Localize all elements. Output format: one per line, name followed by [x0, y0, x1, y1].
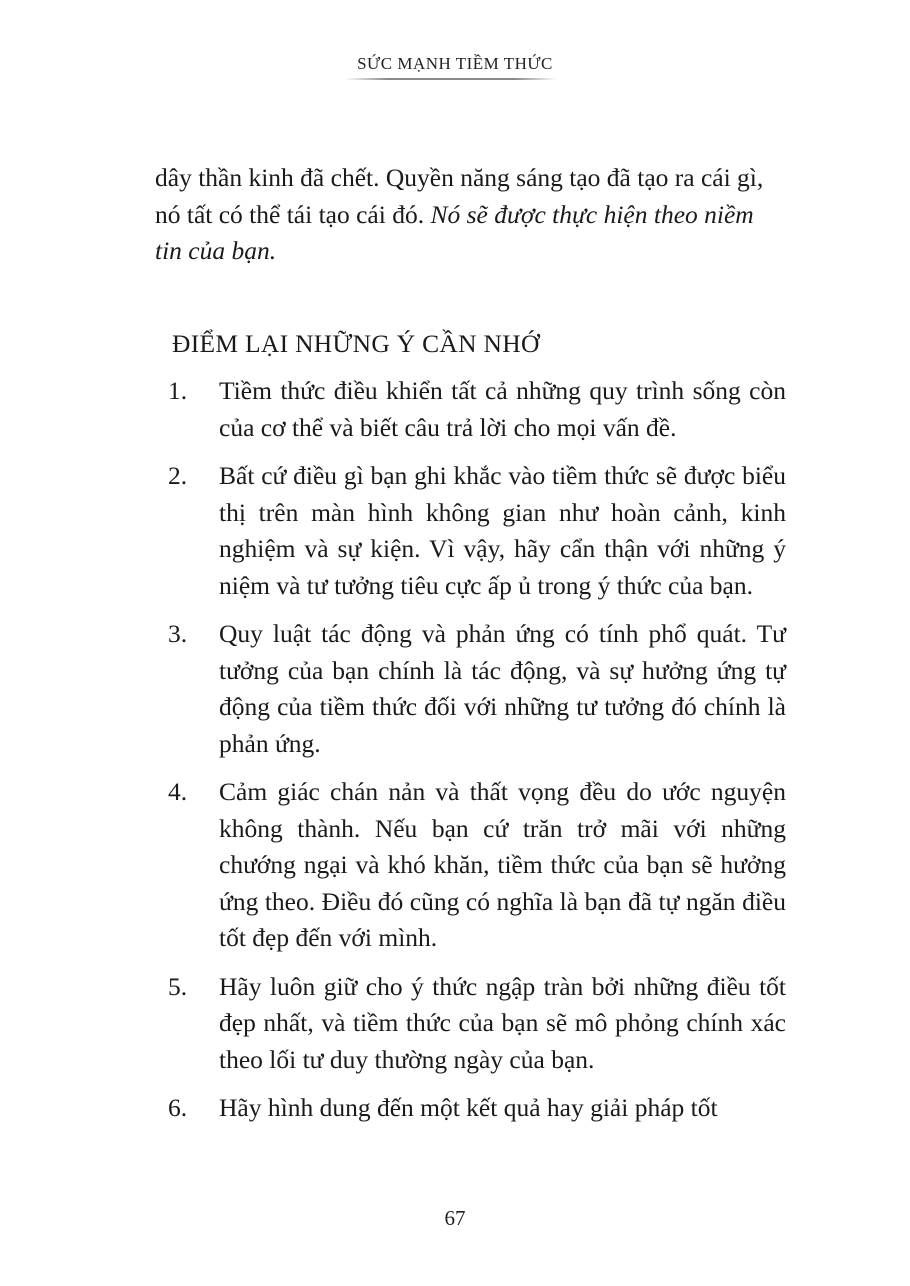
list-item: [168, 1090, 786, 1127]
list-item-text: Hãy luôn giữ cho ý thức ngập tràn bởi những điều tốt đẹp nhất, và tiềm thức của bạn sẽ mô phỏng chính xác theo lối tư duy thường ngày của bạn.: [219, 971, 786, 1074]
section-title: ĐIỂM LẠI NHỮNG Ý CẦN NHỚ: [172, 329, 540, 358]
list-item-number: 6.: [168, 1093, 188, 1122]
list-item-text: Cảm giác chán nản và thất vọng đều do ước nguyện không thành. Nếu bạn cứ trăn trở mãi với những chướng ngại và khó khăn, tiềm thức của bạn sẽ hưởng ứng theo. Điều đó cũng có nghĩa là bạn đã tự ngăn điều tốt đẹp đến với mình.: [219, 777, 786, 952]
running-head-rule: [345, 78, 557, 80]
list-item-number: 5.: [168, 971, 188, 1001]
page-number: 67: [444, 1206, 466, 1230]
body-paragraph: [155, 160, 785, 270]
list-item: [168, 458, 786, 604]
paragraph-text: dây thần kinh đã chết. Quyền năng sáng tạo đã tạo ra cái gì, nó tất có thể tái tạo cái đó.: [155, 163, 764, 229]
list-item-text: Hãy hình dung đến một kết quả hay giải pháp tốt: [219, 1093, 718, 1122]
list-item-text: Tiềm thức điều khiển tất cả những quy trình sống còn của cơ thể và biết câu trả lời cho mọi vấn đề.: [219, 376, 786, 442]
paragraph-italic-text: Nó sẽ được thực hiện theo niềm tin của bạn.: [155, 199, 754, 265]
summary-list: [168, 373, 786, 1139]
running-head: SỨC MẠNH TIỀM THỨC: [357, 54, 553, 73]
list-item-number: 2.: [168, 461, 188, 490]
list-item-number: 4.: [168, 777, 188, 806]
list-item: [168, 969, 786, 1079]
list-item-number: 1.: [168, 376, 188, 405]
list-item-number: 3.: [168, 619, 188, 648]
list-item-text: Quy luật tác động và phản ứng có tính phổ quát. Tư tưởng của bạn chính là tác động, và sự hưởng ứng tự động của tiềm thức đối với những tư tưởng đó chính là phản ứng.: [219, 619, 786, 758]
list-item: [168, 616, 786, 762]
list-item-text: Bất cứ điều gì bạn ghi khắc vào tiềm thức sẽ được biểu thị trên màn hình không gian như hoàn cảnh, kinh nghiệm và sự kiện. Vì vậy, hãy cẩn thận với những ý niệm và tư tưởng tiêu cực ấp ủ trong ý thức của bạn.: [219, 461, 786, 600]
list-item: [168, 373, 786, 446]
list-item: [168, 774, 786, 957]
